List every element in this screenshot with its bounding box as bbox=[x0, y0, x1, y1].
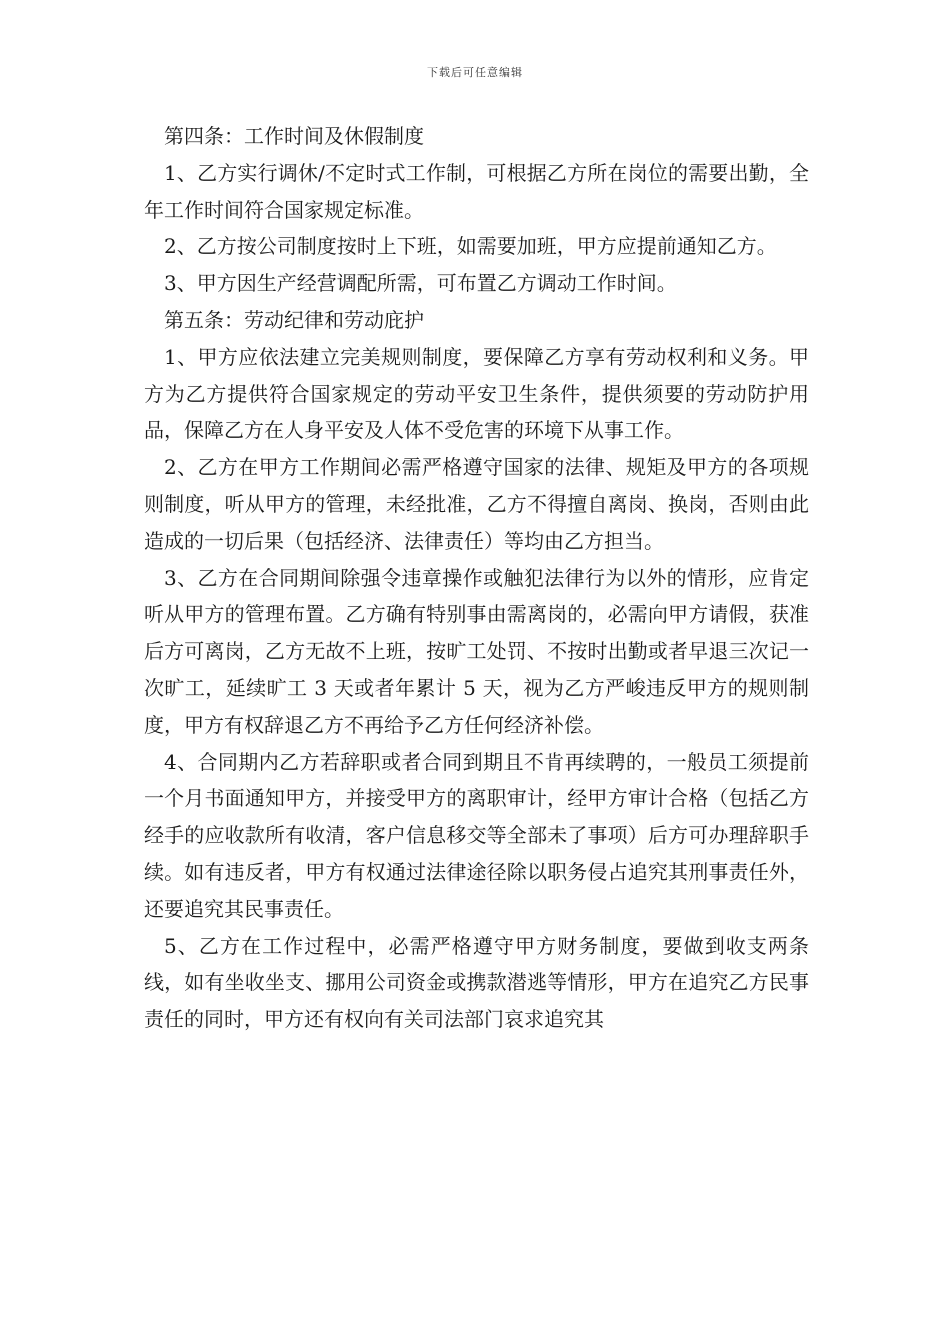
page-header-note: 下载后可任意编辑 bbox=[427, 66, 523, 79]
article-5-heading: 第五条：劳动纪律和劳动庇护 bbox=[164, 307, 424, 332]
article-4-item-1: 1、乙方实行调休/不定时式工作制，可根据乙方所在岗位的需要出勤，全年工作时间符合国家规定标准。 bbox=[144, 160, 809, 222]
article-5-item-3: 3、乙方在合同期间除强令违章操作或触犯法律行为以外的情形，应肯定听从甲方的管理布置。乙方确有特别事由需离岗的，必需向甲方请假，获准后方可离岗，乙方无故不上班，按旷工处罚、不按时出勤或者早退三次记一次旷工，延续旷工 3 天或者年累计 5 天，视为乙方严峻违反甲方的规则制度，甲方有权辞退乙方不再给予乙方任何经济补偿。 bbox=[144, 565, 809, 737]
article-4-item-2: 2、乙方按公司制度按时上下班，如需要加班，甲方应提前通知乙方。 bbox=[164, 234, 777, 259]
article-4-heading: 第四条：工作时间及休假制度 bbox=[164, 124, 424, 148]
article-5-item-4: 4、合同期内乙方若辞职或者合同到期且不肯再续聘的，一般员工须提前一个月书面通知甲方，并接受甲方的离职审计，经甲方审计合格（包括乙方经手的应收款所有收清，客户信息移交等全部未了事项）后方可办理辞职手续。如有违反者，甲方有权通过法律途径除以职务侵占追究其刑事责任外，还要追究其民事责任。 bbox=[144, 749, 809, 921]
document-body bbox=[144, 118, 809, 1038]
article-5-item-2: 2、乙方在甲方工作期间必需严格遵守国家的法律、规矩及甲方的各项规则制度，听从甲方的管理，未经批准，乙方不得擅自离岗、换岗，否则由此造成的一切后果（包括经济、法律责任）等均由乙方担当。 bbox=[144, 455, 809, 553]
article-5-item-1: 1、甲方应依法建立完美规则制度，要保障乙方享有劳动权利和义务。甲方为乙方提供符合国家规定的劳动平安卫生条件，提供须要的劳动防护用品，保障乙方在人身平安及人体不受危害的环境下从事工作。 bbox=[144, 344, 809, 443]
article-4-item-3: 3、甲方因生产经营调配所需，可布置乙方调动工作时间。 bbox=[164, 271, 677, 296]
article-5-item-5: 5、乙方在工作过程中，必需严格遵守甲方财务制度，要做到收支两条线，如有坐收坐支、挪用公司资金或携款潜逃等情形，甲方在追究乙方民事责任的同时，甲方还有权向有关司法部门哀求追究其 bbox=[144, 933, 809, 1032]
